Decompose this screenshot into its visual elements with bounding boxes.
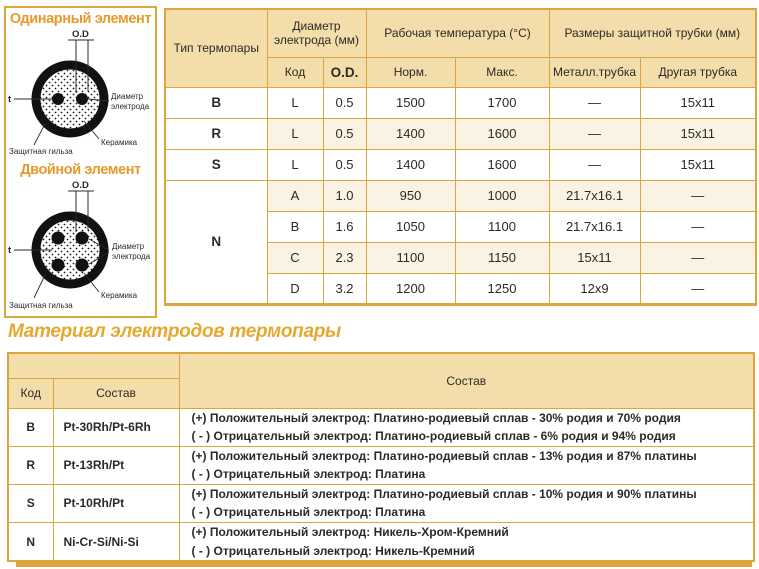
negative-electrode-text: ( - ) Отрицательный электрод: Никель-Кремний — [191, 543, 475, 558]
code-cell: C — [267, 242, 323, 273]
positive-electrode-text: (+) Положительный электрод: Платино-родиевый сплав - 30% родия и 70% родия — [191, 410, 681, 425]
negative-electrode-text: ( - ) Отрицательный электрод: Платина — [191, 505, 426, 520]
positive-electrode-text: (+) Положительный электрод: Никель-Хром-Кремний — [191, 525, 509, 540]
type-code-cell: B — [165, 87, 267, 118]
col-header-code: Код — [267, 57, 323, 87]
od-cell: 0.5 — [323, 87, 366, 118]
od-cell: 1.0 — [323, 180, 366, 211]
metal-tube-cell: 12x9 — [549, 273, 640, 304]
od-cell: 0.5 — [323, 149, 366, 180]
max-temp-cell: 1150 — [455, 242, 549, 273]
max-temp-cell: 1100 — [455, 211, 549, 242]
element-diagrams-panel — [4, 6, 157, 318]
type-code-cell: S — [165, 149, 267, 180]
t-label: t — [8, 245, 12, 256]
other-tube-cell: — — [640, 211, 756, 242]
col-header-code: Код — [8, 378, 53, 408]
col-header-max: Макс. — [455, 57, 549, 87]
max-temp-cell: 1250 — [455, 273, 549, 304]
metal-tube-cell: 21.7x16.1 — [549, 180, 640, 211]
max-temp-cell: 1700 — [455, 87, 549, 118]
ceramic-label: Керамика — [101, 138, 138, 147]
table-row — [8, 484, 754, 522]
material-description-cell — [179, 484, 754, 522]
material-code-cell: R — [8, 446, 53, 484]
od-cell: 3.2 — [323, 273, 366, 304]
table-row — [8, 408, 754, 446]
norm-temp-cell: 1400 — [366, 149, 455, 180]
metal-tube-cell: — — [549, 149, 640, 180]
thermocouple-spec-table — [164, 8, 757, 306]
electrode-dot — [76, 232, 89, 245]
electrode-dot — [52, 259, 65, 272]
t-label: t — [8, 94, 12, 105]
max-temp-cell: 1600 — [455, 118, 549, 149]
table-row — [8, 446, 754, 484]
material-composition-cell: Pt-10Rh/Pt — [53, 484, 179, 522]
sheath-label: Защитная гильза — [9, 147, 73, 156]
other-tube-cell: 15x11 — [640, 118, 756, 149]
material-description-cell — [179, 523, 754, 562]
electrode-diameter-label: электрода — [111, 102, 150, 111]
norm-temp-cell: 1200 — [366, 273, 455, 304]
table-row — [8, 523, 754, 562]
col-header-metal-tube: Металл.трубка — [549, 57, 640, 87]
single-element-diagram — [6, 27, 155, 159]
electrode-diameter-label: Диаметр — [112, 242, 145, 251]
double-element-diagram — [6, 178, 155, 314]
sheath-label: Защитная гильза — [9, 301, 73, 310]
metal-tube-cell: — — [549, 118, 640, 149]
electrode-dot — [52, 93, 64, 105]
col-header-other-tube: Другая трубка — [640, 57, 756, 87]
norm-temp-cell: 1050 — [366, 211, 455, 242]
metal-tube-cell: 21.7x16.1 — [549, 211, 640, 242]
norm-temp-cell: 1100 — [366, 242, 455, 273]
other-tube-cell: — — [640, 180, 756, 211]
max-temp-cell: 1600 — [455, 149, 549, 180]
col-header-od: O.D. — [323, 57, 366, 87]
empty-header-cell — [8, 353, 179, 378]
metal-tube-cell: 15x11 — [549, 242, 640, 273]
material-composition-cell: Pt-13Rh/Pt — [53, 446, 179, 484]
type-code-cell: N — [165, 180, 267, 304]
material-code-cell: N — [8, 523, 53, 562]
table-row — [165, 87, 756, 118]
code-cell: L — [267, 87, 323, 118]
electrode-dot — [76, 93, 88, 105]
ceramic-label: Керамика — [101, 291, 138, 300]
col-header-composition: Состав — [53, 378, 179, 408]
other-tube-cell: — — [640, 242, 756, 273]
max-temp-cell: 1000 — [455, 180, 549, 211]
single-element-title: Одинарный элемент — [9, 11, 152, 27]
col-header-diameter-group: Диаметр электрода (мм) — [267, 9, 366, 57]
other-tube-cell: 15x11 — [640, 87, 756, 118]
material-code-cell: B — [8, 408, 53, 446]
type-code-cell: R — [165, 118, 267, 149]
bottom-accent-bar — [16, 562, 752, 567]
od-label: O.D — [72, 180, 89, 191]
col-header-description: Состав — [179, 353, 754, 408]
electrode-dot — [52, 232, 65, 245]
od-cell: 2.3 — [323, 242, 366, 273]
electrode-diameter-label: Диаметр — [111, 92, 144, 101]
code-cell: A — [267, 180, 323, 211]
col-header-temperature-group: Рабочая температура (°C) — [366, 9, 549, 57]
od-cell: 1.6 — [323, 211, 366, 242]
norm-temp-cell: 950 — [366, 180, 455, 211]
col-header-norm: Норм. — [366, 57, 455, 87]
code-cell: L — [267, 118, 323, 149]
col-header-tube-group: Размеры защитной трубки (мм) — [549, 9, 756, 57]
material-composition-cell: Ni-Cr-Si/Ni-Si — [53, 523, 179, 562]
material-composition-cell: Pt-30Rh/Pt-6Rh — [53, 408, 179, 446]
section-title: Материал электродов термопары — [8, 321, 341, 342]
col-header-type: Тип термопары — [165, 9, 267, 87]
other-tube-cell: 15x11 — [640, 149, 756, 180]
material-code-cell: S — [8, 484, 53, 522]
metal-tube-cell: — — [549, 87, 640, 118]
other-tube-cell: — — [640, 273, 756, 304]
code-cell: B — [267, 211, 323, 242]
table-row — [165, 149, 756, 180]
norm-temp-cell: 1500 — [366, 87, 455, 118]
negative-electrode-text: ( - ) Отрицательный электрод: Платино-родиевый сплав - 6% родия и 94% родия — [191, 429, 676, 444]
electrode-diameter-label: электрода — [112, 252, 151, 261]
negative-electrode-text: ( - ) Отрицательный электрод: Платина — [191, 467, 426, 482]
material-description-cell — [179, 408, 754, 446]
electrode-dot — [76, 259, 89, 272]
table-row — [165, 118, 756, 149]
table-row — [165, 180, 756, 211]
double-element-title: Двойной элемент — [20, 162, 141, 178]
material-description-cell — [179, 446, 754, 484]
code-cell: D — [267, 273, 323, 304]
positive-electrode-text: (+) Положительный электрод: Платино-родиевый сплав - 10% родия и 90% платины — [191, 486, 697, 501]
od-label: O.D — [72, 29, 89, 40]
od-cell: 0.5 — [323, 118, 366, 149]
code-cell: L — [267, 149, 323, 180]
electrode-materials-table — [7, 352, 755, 562]
norm-temp-cell: 1400 — [366, 118, 455, 149]
positive-electrode-text: (+) Положительный электрод: Платино-родиевый сплав - 13% родия и 87% платины — [191, 448, 697, 463]
